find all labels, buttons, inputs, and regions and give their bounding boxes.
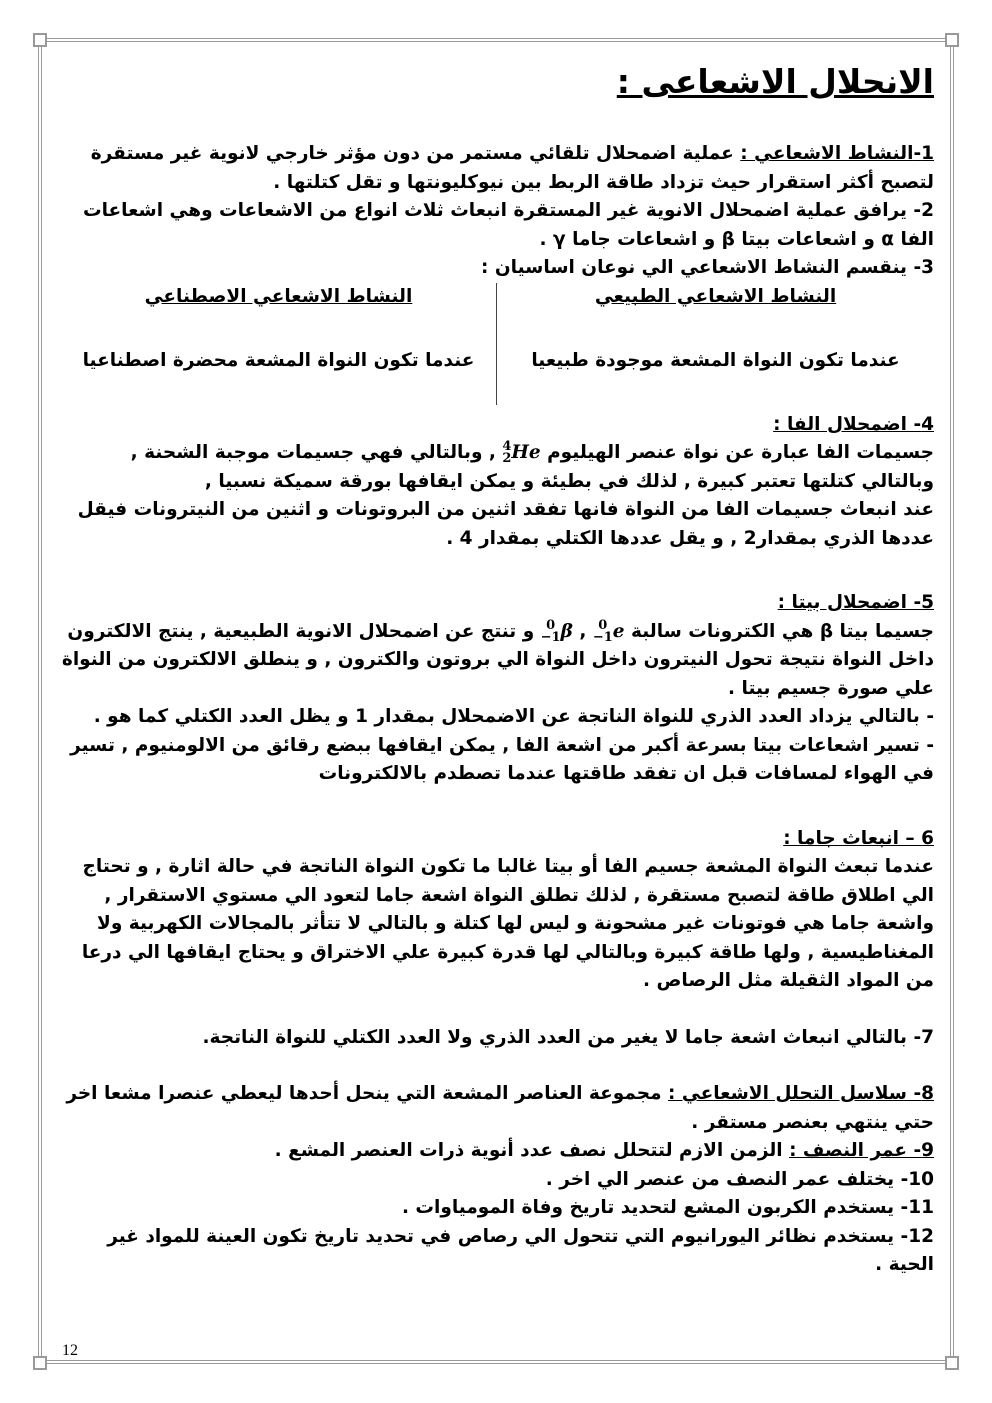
electron-symbol: 0 −1e (592, 617, 625, 645)
section-6-paragraph: عندما تبعث النواة المشعة جسيم الفا أو بيتا غالبا ما تكون النواة الناتجة في حالة اثارة , و تحتاج الي اطلاق طاقة لتصبح مستقرة , لذلك تطلق النواة اشعة جاما لتعود الي مستوي الاستقرار , واشعة جاما هي فوتونات غير مشحونة و ليس لها كتلة و بالتالي لا تتأثر بالمجالات الكهربية ولا المغناطيسية , ولها طاقة كبيرة وبالتالي لها قدرة كبيرة علي الاختراق و يحتاج ايقافها الي درعا من المواد الثقيلة مثل الرصاص . (81, 856, 934, 991)
section-1-heading: 1-النشاط الاشعاعي : (740, 143, 934, 164)
artificial-activity-description: عندما تكون النواة المشعة محضرة اصطناعيا (82, 350, 475, 371)
section-4-paragraph-1: جسيمات الفا عبارة عن نواة عنصر الهيليوم 4 2He , وبالتالي فهي جسيمات موجبة الشحنة , وبالتالي كتلتها تعتبر كبيرة , لذلك في بطيئة و يمكن ايقافها بورقة سميكة نسبيا , (130, 439, 934, 492)
section-1-activity-definition: 1-النشاط الاشعاعي : عملية اضمحلال تلقائي مستمر من دون مؤثر خارجي لانوية غير مستقرة لتصبح أكثر استقرار حيث تزداد طاقة الربط بين نيوكليونتها و تقل كتلتها . (90, 143, 934, 193)
section-5-paragraph-2: - بالتالي يزداد العدد الذري للنواة الناتجة عن الاضمحلال بمقدار 1 و يظل العدد الكتلي كما هو . (93, 706, 934, 727)
border-corner-ornament (33, 33, 47, 47)
section-11: 11- يستخدم الكربون المشع لتحديد تاريخ وفاة المومياوات . (401, 1197, 934, 1218)
section-8-heading: 8- سلاسل التحلل الاشعاعي : (668, 1083, 934, 1104)
section-10: 10- يختلف عمر النصف من عنصر الي اخر . (545, 1168, 934, 1190)
border-corner-ornament (945, 33, 959, 47)
border-corner-ornament (33, 1356, 47, 1370)
page-title: الانحلال الاشعاعى : (616, 62, 934, 101)
natural-activity-description: عندما تكون النواة المشعة موجودة طبيعيا (531, 350, 900, 371)
natural-activity-heading: النشاط الاشعاعي الطبيعي (594, 285, 837, 307)
helium-nucleus-symbol: 4 2He (502, 439, 541, 466)
section-7-gamma-result: 7- بالتالي انبعاث اشعة جاما لا يغير من العدد الذري ولا العدد الكتلي للنواة الناتجة. (202, 1026, 934, 1048)
section-5-heading: 5- اضمحلال بيتا : (777, 592, 934, 613)
border-corner-ornament (945, 1356, 959, 1370)
section-9-heading: 9- عمر النصف : (789, 1140, 934, 1161)
section-5-paragraph-1: جسيما بيتا β هي الكترونات سالبة 0 −1e , 0 −1β و تنتج عن اضمحلال الانوية الطبيعية , ينتج الالكترون داخل النواة نتيجة تحول النيترون داخل النواة الي بروتون والكترون , و ينطلق الالكترون من النواة علي صورة جسيم بيتا . (61, 617, 934, 699)
artificial-activity-column (60, 283, 497, 405)
page-number: 12 (62, 1342, 78, 1359)
section-6-heading: 6 – انبعاث جاما : (783, 827, 934, 849)
beta-symbol: 0 −1β (540, 617, 573, 645)
section-2-emissions: 2- يرافق عملية اضمحلال الانوية غير المستقرة انبعاث ثلاث انواع من الاشعاعات وهي اشعاعات الفا α و اشعاعات بيتا β و اشعاعات جاما γ . (82, 200, 934, 250)
activity-types-table (60, 283, 934, 405)
section-9-half-life: 9- عمر النصف : الزمن الازم لتتحلل نصف عدد أنوية ذرات العنصر المشع . (274, 1140, 934, 1161)
section-4-paragraph-2: عند انبعاث جسيمات الفا من النواة فانها تفقد اثنين من البروتونات و اثنين من النيترونات فيقل عددها الذري بمقدار2 , و يقل عددها الكتلي بمقدار 4 . (77, 499, 934, 549)
natural-activity-column (496, 283, 934, 405)
section-4-heading: 4- اضمحلال الفا : (773, 413, 934, 435)
document-body (60, 60, 934, 1280)
artificial-activity-heading: النشاط الاشعاعي الاصطناعي (144, 285, 413, 307)
section-3-types: 3- ينقسم النشاط الاشعاعي الي نوعان اساسيان : (481, 257, 934, 278)
section-5-paragraph-3: - تسير اشعاعات بيتا بسرعة أكبر من اشعة الفا , يمكن ايقافها ببضع رقائق من الالومنيوم , تسير في الهواء لمسافات قبل ان تفقد طاقتها عندما تصطدم بالالكترونات (70, 734, 934, 784)
section-12: 12- يستخدم نظائر اليورانيوم التي تتحول الي رصاص في تحديد تاريخ تكون العينة للمواد غير الحية . (107, 1225, 934, 1275)
section-8-decay-series: 8- سلاسل التحلل الاشعاعي : مجموعة العناصر المشعة التي ينحل أحدها ليعطي عنصرا مشعا اخر حتي ينتهي بعنصر مستقر . (66, 1083, 934, 1133)
